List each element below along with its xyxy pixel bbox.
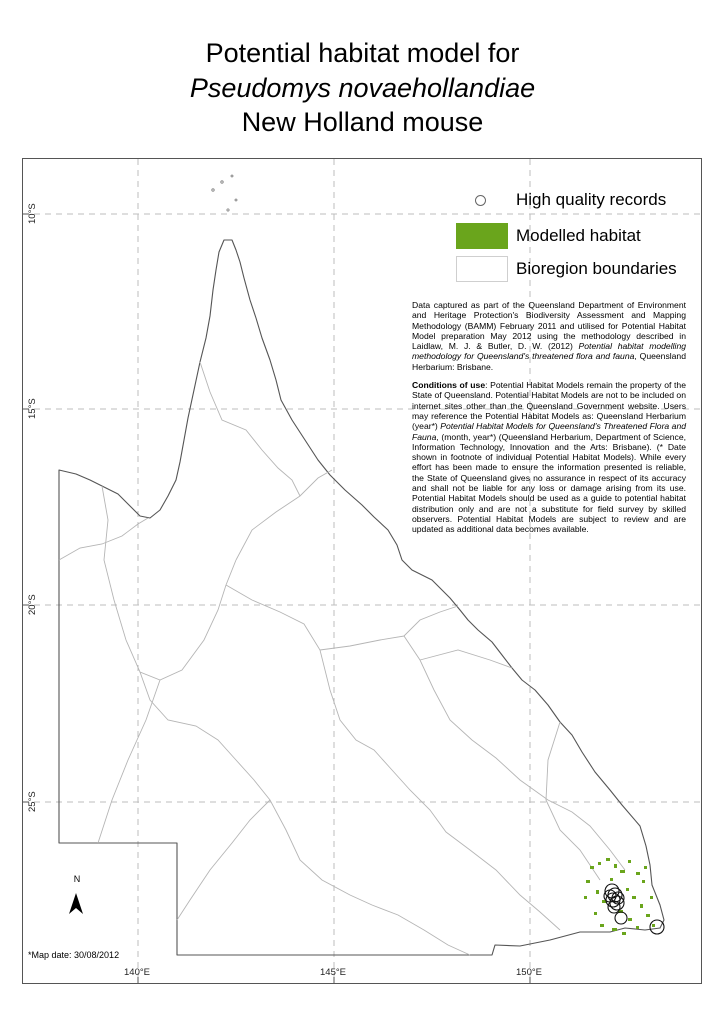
legend-habitat-label: Modelled habitat <box>516 226 641 245</box>
map-title-line1: Potential habitat model for <box>205 38 520 68</box>
lat-label-25: 25°S <box>27 791 38 812</box>
lat-label-15: 15°S <box>27 398 38 419</box>
lon-label-150: 150°E <box>516 967 542 978</box>
lat-label-10: 10°S <box>27 203 38 224</box>
conditions-paragraph: Conditions of use: Potential Habitat Models remain the property of the State of Queensland. Potential Habitat Models are not to be included on internet sites other than the Queensland Government website. Users may reference the Potential Habitat Models as: Queensland Herbarium (year*) Potential Habitat Models for Queensland's Threatened Flora and Fauna, (month, year*) (Queensland Herbarium, Department of Science, Information Technology, Innovation and the Arts: Brisbane). (* Date shown in footnote of individual Potential Habitat Models). While every effort has been made to ensure the information presented is reliable, the State of Queensland gives no assurance in respect of its accuracy and shall not be liable for any loss or damage arising from its use. Potential Habitat Models should be used as a guide to potential habitat distribution only and are not a substitute for field survey by skilled observers. Potential Habitat Models are subject to review and are updated as additional data becomes available. <box>412 380 687 535</box>
lon-label-145: 145°E <box>320 967 346 978</box>
legend-bioregion-swatch <box>456 256 508 282</box>
north-arrow-icon <box>69 893 83 914</box>
lon-label-140: 140°E <box>124 967 150 978</box>
lat-label-20: 20°S <box>27 594 38 615</box>
torres-strait-islands <box>212 175 237 211</box>
graticule <box>23 159 701 983</box>
legend-records-label: High quality records <box>516 190 667 209</box>
map-title-species: Pseudomys novaehollandiae <box>189 73 536 103</box>
legend-bioregion-label: Bioregion boundaries <box>516 259 677 278</box>
legend-habitat-swatch <box>456 223 508 249</box>
map-date: *Map date: 30/08/2012 <box>28 950 120 960</box>
data-source-paragraph: Data captured as part of the Queensland Department of Environment and Heritage Protection's Biodiversity Assessment and Mapping Methodology (BAMM) February 2011 and utilised for Potential Habitat Model preparation May 2012 using the methodology described in Laidlaw, M. J. & Butler, D. W. (2012) Potential habitat modelling methodology for Queensland's threatened flora and fauna, Queensland Herbarium: Brisbane. <box>412 300 686 372</box>
map-title-common-name: New Holland mouse <box>241 107 484 137</box>
north-label: N <box>73 874 81 884</box>
record-point[interactable] <box>615 912 627 924</box>
data-notes <box>412 300 686 543</box>
legend-record-symbol <box>475 195 486 206</box>
